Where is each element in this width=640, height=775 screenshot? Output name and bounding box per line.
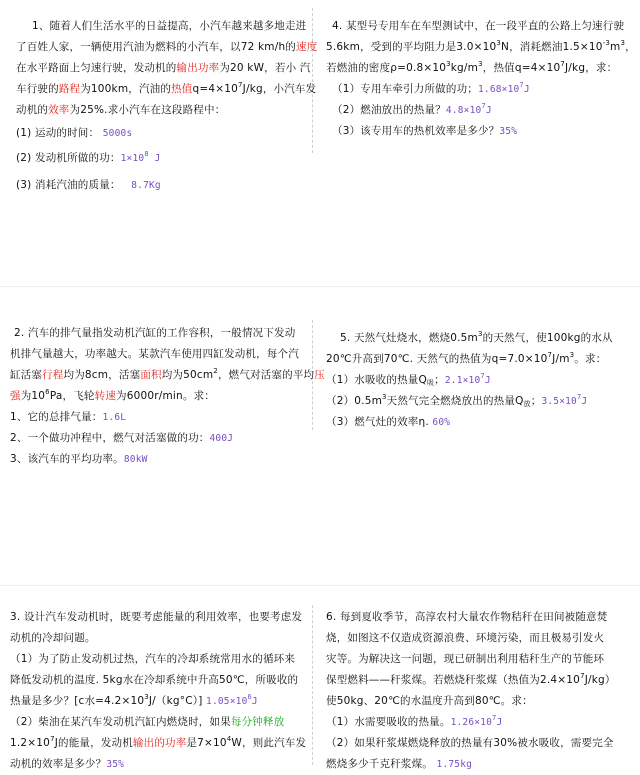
problem-1-line-1: 1、随着人们生活水平的日益提高，小汽车越来越多地走进 <box>32 20 307 32</box>
answer-1-3: 8.7Kg <box>131 180 161 191</box>
problem-2 <box>10 323 325 470</box>
problem-1-question-2: (2) 发动机所做的功：$1\times 10^8$ J <box>16 150 161 164</box>
answer-2-2: 400J <box>209 433 234 444</box>
section-divider-1 <box>0 286 640 287</box>
problem-3-line-5: 热量是多少？[c水$=4.2\times 10^3J/(kg^\circ C)$] $1.05\times 10^6J$ <box>10 693 258 707</box>
answer-1-2: $1\times 10^8$ J <box>120 150 161 164</box>
problem-3-line-8: 动机的效率是多少？35% <box>10 758 125 770</box>
problem-3 <box>10 607 310 775</box>
problem-4-question-1: （1）专用车牵引力所做的功；$1.68\times 10^7J$ <box>332 81 530 95</box>
answer-3-1: $1.05\times 10^6J$ <box>206 693 258 707</box>
problem-1-line-3: 在水平路面上匀速行驶，发动机的输出功率为20 kW，若小 汽 <box>16 62 311 74</box>
column-divider-bottom <box>312 605 313 765</box>
answer-2-1: 1.6L <box>102 412 127 423</box>
problem-6-line-1: 6. 每到夏收季节，高淳农村大量农作物秸秆在田间被随意焚 <box>326 611 608 623</box>
problem-1-line-5: 动机的效率为25%.求小汽车在这段路程中： <box>16 104 226 116</box>
problem-1-line-2: 了百姓人家，一辆使用汽油为燃料的小汽车，以72 km/h的速度 <box>16 41 318 53</box>
answer-6-2: 1.75kg <box>436 759 473 770</box>
problem-1 <box>16 16 318 196</box>
problem-2-line-4: 强为$10^6Pa$，飞轮转速为6000r/min。求： <box>10 388 216 402</box>
problem-3-line-3: （1）为了防止发动机过热，汽车的冷却系统常用水的循环来 <box>10 653 296 665</box>
problem-2-question-2: 2、一个做功冲程中，燃气对活塞做的功：400J <box>10 432 234 444</box>
problem-4-line-2: 5.6km，受到的平均阻力是$3.0\times 10^3N$，消耗燃油$1.5\times 10^{-3}m^3$， <box>326 39 636 53</box>
answer-5-3: 60% <box>432 417 451 428</box>
problem-6-question-1: （1）水需要吸收的热量。$1.26\times 10^7J$ <box>326 714 503 728</box>
problem-6 <box>326 607 636 775</box>
problem-6-line-7: （2）如果秆浆煤燃烧释放的热量有30%被水吸收，需要完全 <box>326 737 614 749</box>
problem-4 <box>326 16 636 142</box>
problem-6-line-5: 使50kg、20℃的水温度升高到80℃。求： <box>326 695 533 707</box>
problem-5-line-2: 20℃升高到70℃. 天然气的热值为$q=7.0\times 10^7J/m^3$。求： <box>326 351 607 365</box>
problem-1-line-4: 车行驶的路程为100km，汽油的热值$q=4\times 10^7J/kg$，小汽车发 <box>16 81 317 95</box>
answer-1-1: 5000s <box>102 128 133 139</box>
answer-2-3: 80kW <box>123 454 148 465</box>
section-divider-2 <box>0 585 640 586</box>
problem-1-question-1: (1) 运动的时间： 5000s <box>16 127 133 139</box>
problem-2-line-3: 缸活塞行程均为8cm，活塞面积均为$50cm^2$，燃气对活塞的平均压 <box>10 367 325 381</box>
problem-3-line-4: 降低发动机的温度. 5kg水在冷却系统中升高50℃，所吸收的 <box>10 674 299 686</box>
problem-3-line-1: 3. 设计汽车发动机时，既要考虑能量的利用效率，也要考虑发 <box>10 611 303 623</box>
problem-2-question-3: 3、该汽车的平均功率。80kW <box>10 453 148 465</box>
problem-6-line-4: 保型燃料——秆浆煤。若燃烧秆浆煤（热值为$2.4\times 10^7J/kg$） <box>326 672 616 686</box>
answer-4-1: $1.68\times 10^7J$ <box>477 81 530 95</box>
problem-6-line-8: 燃烧多少千克秆浆煤。 1.75kg <box>326 758 473 770</box>
problem-4-question-2: （2）燃油放出的热量？$4.8\times 10^7J$ <box>332 102 492 116</box>
problem-4-line-3: 若燃油的密度$\rho=0.8\times 10^3kg/m^3$，热值$q=4\times 10^7J/kg$，求： <box>326 60 618 74</box>
problem-3-line-7: $1.2\times 10^7J$的能量，发动机输出的功率是$7\times 10^4W$，则此汽车发 <box>10 735 307 749</box>
problem-3-line-6: （2）柴油在某汽车发动机汽缸内燃烧时，如果每分钟释放 <box>10 716 285 728</box>
problem-5-question-3: （3）燃气灶的效率η. 60% <box>326 416 451 428</box>
problem-4-question-3: （3）该专用车的热机效率是多少？35% <box>332 125 518 137</box>
column-divider-top <box>312 8 313 153</box>
problem-2-line-1: 2. 汽车的排气量指发动机汽缸的工作容积，一般情况下发动 <box>14 327 296 339</box>
problem-1-question-3: (3) 消耗汽油的质量： 8.7Kg <box>16 179 161 191</box>
problem-5-line-1: 5. 天然气灶烧水，燃烧$0.5m^3$的天然气，使100kg的水从 <box>340 330 613 344</box>
answer-4-2: $4.8\times 10^7J$ <box>445 102 492 116</box>
problem-6-line-3: 灾等。为解决这一问题，现已研制出利用秸秆生产的节能环 <box>326 653 605 665</box>
answer-5-1: $2.1\times 10^7J$ <box>444 372 491 386</box>
answer-5-2: $3.5\times 10^7J$ <box>541 393 588 407</box>
problem-5-question-2: $(2)0.5m^3$天然气完全燃烧放出的热量$Q_放$；$3.5\times 10^7J$ <box>326 393 588 408</box>
problem-6-line-2: 烧，如图这不仅造成资源浪费、环境污染，而且极易引发火 <box>326 632 605 644</box>
problem-2-question-1: 1、它的总排气量：1.6L <box>10 411 127 423</box>
problem-3-line-2: 动机的冷却问题。 <box>10 632 96 644</box>
problem-4-line-1: 4. 某型号专用车在车型测试中，在一段平直的公路上匀速行驶 <box>332 20 625 32</box>
problem-5-question-1: （1）水吸收的热量$Q_吸$；$2.1\times 10^7J$ <box>326 372 491 387</box>
problem-2-line-2: 机排气量越大，功率越大。某款汽车使用四缸发动机，每个汽 <box>10 348 299 360</box>
problem-5 <box>326 328 636 433</box>
answer-3-2: 35% <box>106 759 125 770</box>
answer-6-1: $1.26\times 10^7J$ <box>450 714 503 728</box>
answer-4-3: 35% <box>499 126 518 137</box>
